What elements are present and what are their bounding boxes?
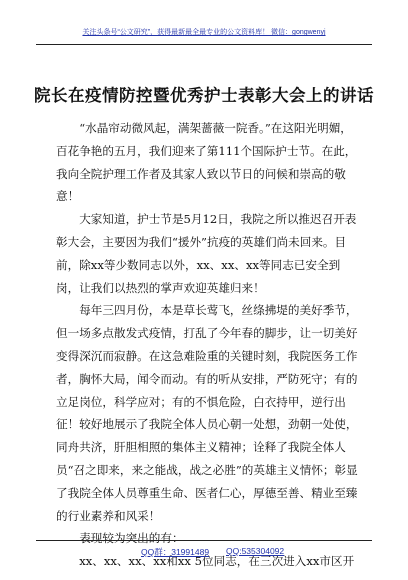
- page-footer: [36, 540, 372, 567]
- header-promo-link[interactable]: 关注头条号“公文研究”，获得最新最全最专业的公文资料库！ 微信：gongwenyj: [82, 29, 326, 36]
- footer-qq-group-link[interactable]: QQ群：31991489: [141, 547, 210, 557]
- paragraph-outstanding: 表现较为突出的有：: [79, 531, 184, 546]
- page-header: [36, 20, 372, 45]
- paragraph-comrades: xx、xx、xx、xx和xx 5位同志，在三次进入xx市区开: [79, 554, 355, 569]
- paragraph-nurses-day: 大家知道，护士节是5月12日，我院之所以推迟召开表彰大会，主要因为我们“援外”抗疫的英雄们尚未回来。目前，除xx等少数同志以外，xx、xx、xx等同志已安全到岗，让我们以热烈的掌声欢迎英雄归来！: [56, 212, 357, 295]
- footer-qq-link[interactable]: QQ:535304092: [226, 546, 285, 556]
- paragraph-epidemic: 每年三四月份，本是草长莺飞，丝绦拂堤的美好季节，但一场多点散发式疫情，打乱了今年春的脚步，让一切美好变得深沉而寂静。在这急难险重的关键时刻，我院医务工作者，胸怀大局，闻令而动。有的听从安排，严防死守；有的立足岗位，科学应对；有的不惧危险，白衣持甲，逆行出征！较好地展示了我院全体人员心朝一处想，劲朝一处使，同舟共济，肝胆相照的集体主义精神；诠释了我院全体人员“召之即来，来之能战，战之必胜”的英雄主义情怀；彰显了我院全体人员尊重生命、医者仁心，厚德至善、精业至臻的行业素养和风采！: [56, 303, 358, 523]
- document-body: [56, 117, 360, 573]
- paragraph-opening: “水晶帘动微风起，满架蔷薇一院香。”在这阳光明媚，百花争艳的五月，我们迎来了第111个国际护士节。在此，我向全院护理工作者及其家人致以节日的问候和崇高的敬意！: [56, 121, 357, 204]
- document-title: 院长在疫情防控暨优秀护士表彰大会上的讲话: [34, 86, 374, 105]
